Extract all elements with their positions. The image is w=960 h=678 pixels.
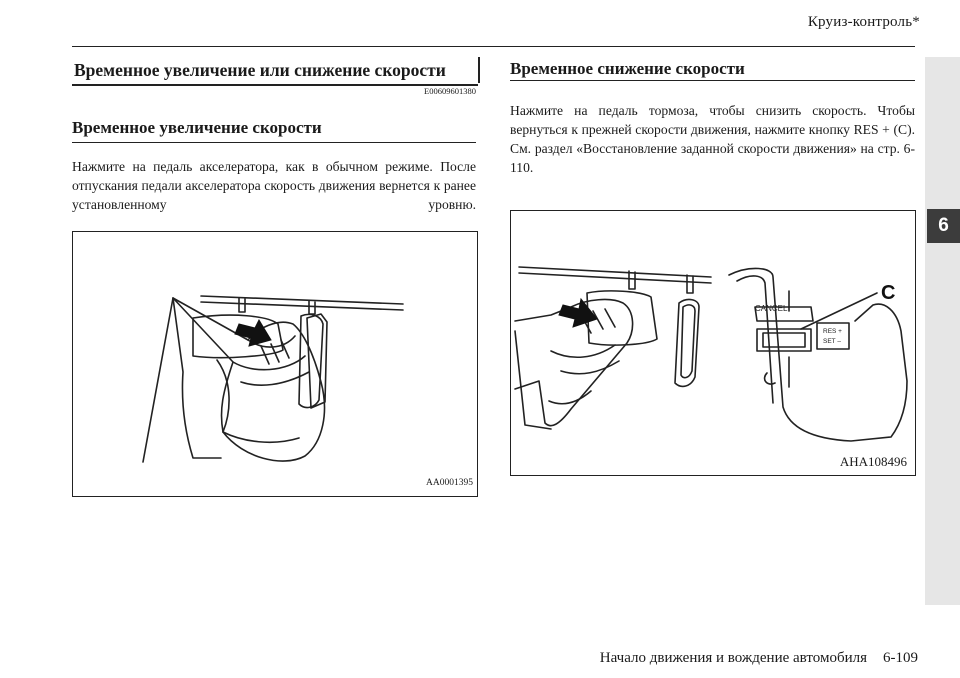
cancel-label: CANCEL: [755, 304, 788, 313]
accelerator-pedal-figure: [72, 231, 478, 497]
right-text: [510, 101, 915, 177]
foot-on-accelerator-illustration: [73, 232, 477, 496]
left-figure-code: AA0001395: [426, 478, 473, 488]
brake-and-steering-illustration: [511, 211, 915, 475]
res-label: RES +: [823, 328, 842, 335]
page-number: 6-109: [883, 650, 918, 666]
right-subheading-rule: [510, 80, 915, 81]
callout-c-label: C: [881, 282, 896, 304]
section-code: E00609601380: [424, 86, 476, 96]
footer-section: Начало движения и вождение автомобиля: [599, 650, 867, 666]
chapter-tab: [925, 57, 960, 605]
right-paragraph-2: См. раздел «Восстановление заданной скорости движения» на стр. 6-110.: [510, 141, 915, 175]
left-subheading: Временное увеличение скорости: [72, 118, 322, 137]
right-subheading: Временное снижение скорости: [510, 59, 745, 78]
left-subheading-rule: [72, 142, 476, 143]
header-rule: [72, 46, 915, 47]
brake-pedal-figure: [510, 210, 916, 476]
section-title: Временное увеличение или снижение скорости: [72, 57, 480, 83]
chapter-number: 6: [927, 209, 960, 243]
running-header: Круиз-контроль*: [807, 14, 920, 30]
right-figure-code: AHA108496: [839, 454, 907, 469]
page-footer: [600, 650, 918, 667]
left-paragraph: Нажмите на педаль акселератора, как в обычном режиме. После отпускания педали акселератора скорость движения вернется к ранее установленному уровню.: [72, 159, 476, 212]
set-label: SET –: [823, 338, 841, 345]
right-paragraph-1: Нажмите на педаль тормоза, чтобы снизить скорость. Чтобы вернуться к прежней скорости движения, нажмите кнопку RES + (C).: [510, 103, 915, 137]
